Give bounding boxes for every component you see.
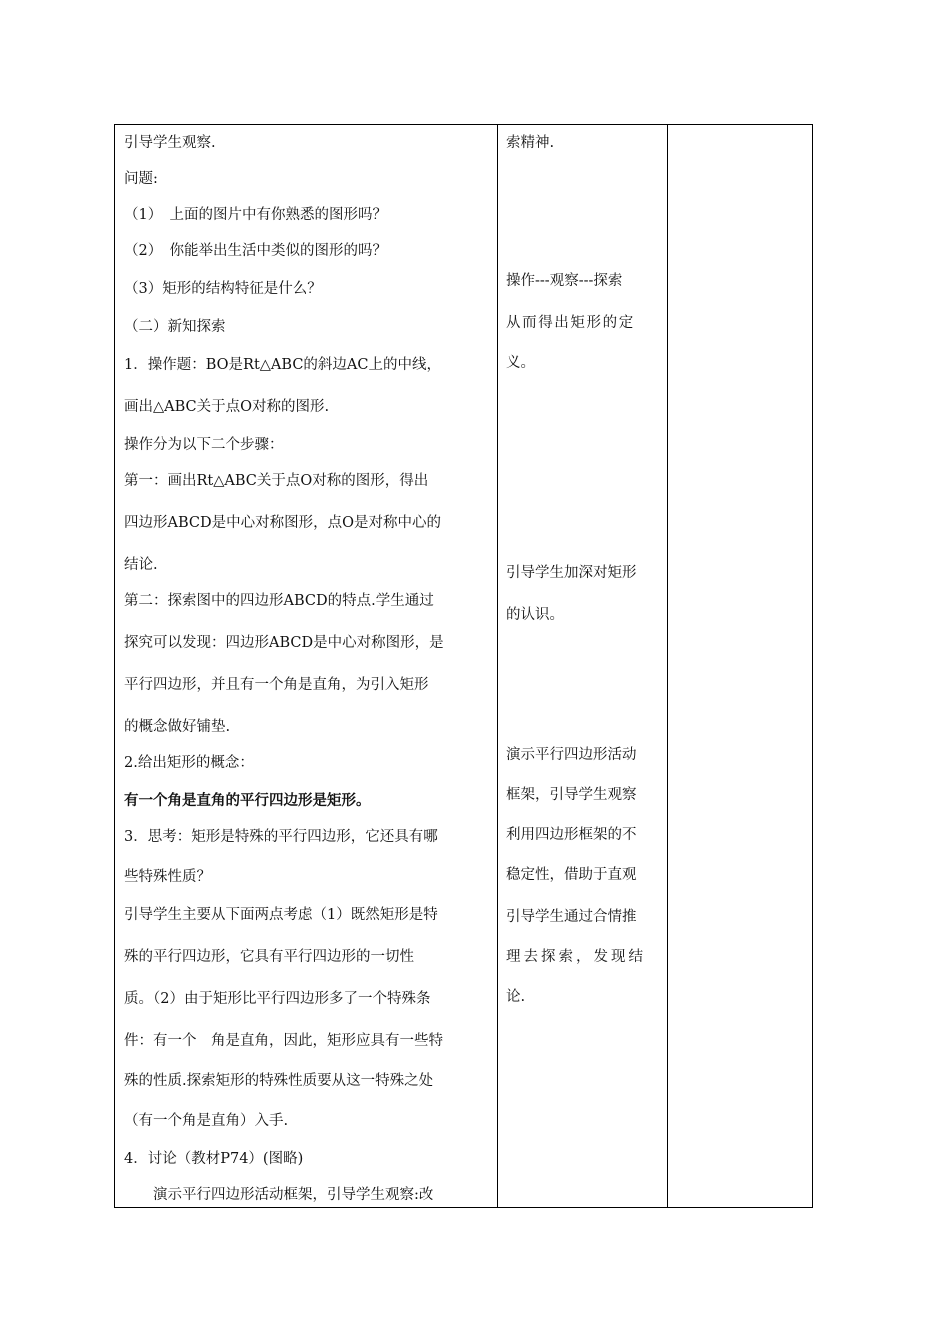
note-line: 引导学生通过合情推 bbox=[506, 909, 637, 925]
text-line: 引导学生主要从下面两点考虑（1）既然矩形是特 bbox=[124, 907, 438, 923]
note-line: 义。 bbox=[506, 355, 535, 371]
text-line: 1．操作题：BO是Rt△ABC的斜边AC上的中线， bbox=[124, 357, 441, 373]
text-line: 3．思考：矩形是特殊的平行四边形，它还具有哪 bbox=[124, 829, 438, 845]
text-line: 演示平行四边形活动框架，引导学生观察:改 bbox=[124, 1187, 434, 1203]
note-line: 论. bbox=[506, 989, 526, 1005]
text-line: （有一个角是直角）入手. bbox=[124, 1113, 289, 1129]
text-line: （3）矩形的结构特征是什么？ bbox=[124, 281, 322, 297]
text-line: 四边形ABCD是中心对称图形，点O是对称中心的 bbox=[124, 515, 442, 531]
note-line: 索精神. bbox=[506, 135, 555, 151]
text-line: （1） 上面的图片中有你熟悉的图形吗？ bbox=[124, 207, 387, 223]
text-line: 平行四边形，并且有一个角是直角，为引入矩形 bbox=[124, 677, 429, 693]
note-line: 操作---观察---探索 bbox=[506, 273, 623, 289]
text-line: （二）新知探索 bbox=[124, 319, 226, 335]
note-line: 从而得出矩形的定 bbox=[506, 315, 635, 331]
design-intent-column bbox=[497, 125, 668, 1207]
text-line: 引导学生观察. bbox=[124, 135, 216, 151]
text-line: 结论. bbox=[124, 557, 158, 573]
teaching-content-column bbox=[115, 125, 498, 1207]
note-line: 利用四边形框架的不 bbox=[506, 827, 637, 843]
text-line: 操作分为以下二个步骤： bbox=[124, 437, 284, 453]
note-line: 演示平行四边形活动 bbox=[506, 747, 637, 763]
text-line: 殊的平行四边形，它具有平行四边形的一切性 bbox=[124, 949, 414, 965]
text-line: 4．讨论（教材P74）(图略) bbox=[124, 1151, 304, 1167]
empty-column bbox=[667, 125, 812, 1207]
text-line: 件：有一个 角是直角，因此，矩形应具有一些特 bbox=[124, 1033, 443, 1049]
text-line: 2.给出矩形的概念： bbox=[124, 755, 254, 771]
text-line: 画出△ABC关于点O对称的图形. bbox=[124, 399, 330, 415]
text-line: （2） 你能举出生活中类似的图形的吗？ bbox=[124, 243, 387, 259]
text-line: 些特殊性质？ bbox=[124, 869, 211, 885]
rectangle-definition: 有一个角是直角的平行四边形是矩形。 bbox=[124, 792, 371, 809]
lesson-plan-table bbox=[114, 124, 813, 1208]
text-line: 殊的性质.探索矩形的特殊性质要从这一特殊之处 bbox=[124, 1073, 434, 1089]
text-line: 探究可以发现：四边形ABCD是中心对称图形，是 bbox=[124, 635, 444, 651]
note-line: 稳定性，借助于直观 bbox=[506, 867, 637, 883]
text-line: 第一：画出Rt△ABC关于点O对称的图形，得出 bbox=[124, 473, 429, 489]
text-line: 的概念做好铺垫. bbox=[124, 719, 231, 735]
note-line: 的认识。 bbox=[506, 607, 564, 623]
text-line: 第二：探索图中的四边形ABCD的特点.学生通过 bbox=[124, 593, 434, 609]
text-line: 问题: bbox=[124, 171, 158, 187]
text-line: 质。（2）由于矩形比平行四边形多了一个特殊条 bbox=[124, 991, 431, 1007]
note-line: 引导学生加深对矩形 bbox=[506, 565, 637, 581]
note-line: 理去探索，发现结 bbox=[506, 949, 646, 965]
note-line: 框架，引导学生观察 bbox=[506, 787, 637, 803]
